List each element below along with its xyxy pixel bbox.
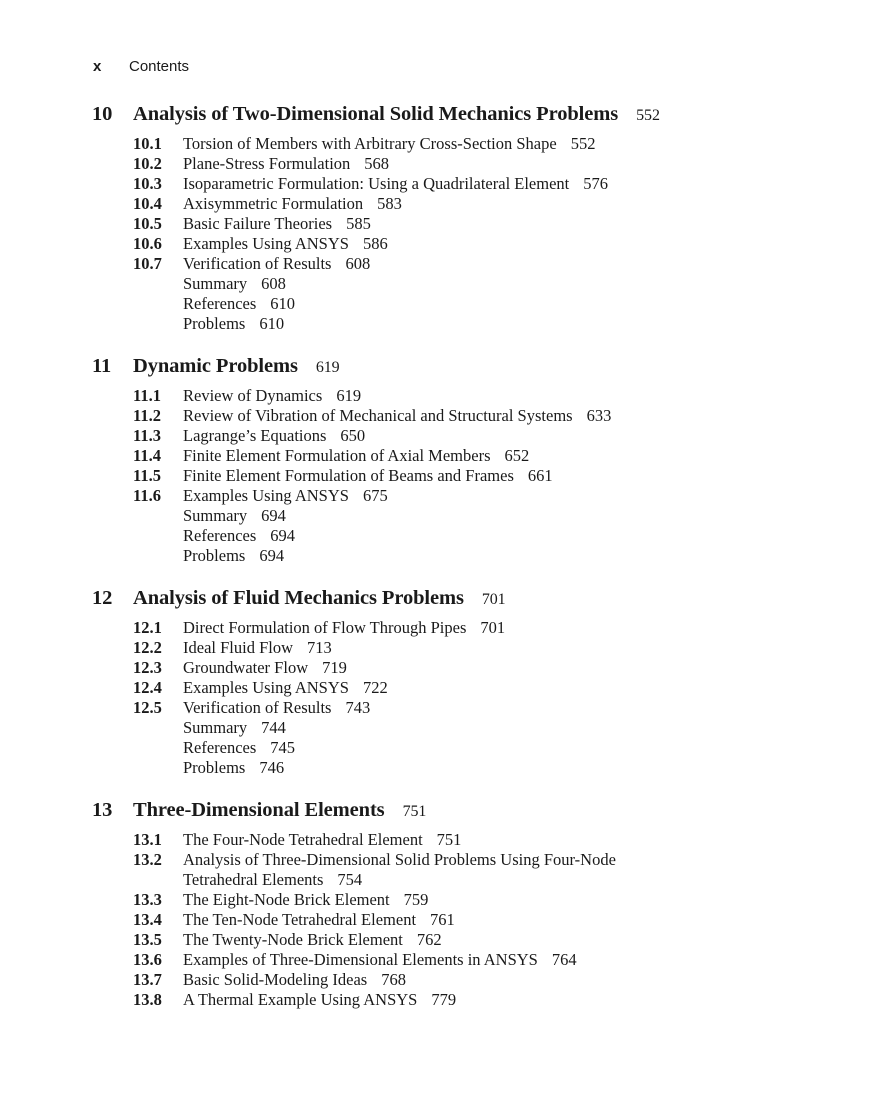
chapter-heading[interactable]	[92, 352, 852, 382]
entry-body	[183, 194, 852, 214]
toc-entry-12.1[interactable]	[92, 618, 852, 638]
entry-body	[183, 526, 852, 546]
entry-title: Plane-Stress Formulation	[183, 154, 351, 173]
entry-page: 745	[270, 738, 296, 757]
entry-number	[133, 738, 183, 758]
entry-title: Basic Solid-Modeling Ideas	[183, 970, 368, 989]
entry-body	[183, 154, 852, 174]
entry-body	[183, 386, 852, 406]
toc-entry[interactable]	[92, 758, 852, 778]
entry-number: 12.3	[133, 658, 162, 677]
entry-title: Examples Using ANSYS	[183, 234, 349, 253]
entry-number: 11.2	[133, 406, 161, 425]
entry-page: 586	[362, 234, 388, 253]
entry-number: 11.1	[133, 386, 161, 405]
toc-entry-11.5[interactable]	[92, 466, 852, 486]
toc-entry-10.5[interactable]	[92, 214, 852, 234]
entry-title: Review of Dynamics	[183, 386, 323, 405]
entry-number: 10.1	[133, 134, 162, 153]
entry-title: Analysis of Three-Dimensional Solid Problems Using Four-Node	[183, 850, 616, 869]
entry-body	[183, 638, 852, 658]
chapter-page: 701	[481, 591, 506, 608]
entry-body	[183, 214, 852, 234]
entry-page: 610	[259, 314, 285, 333]
toc-entry-11.1[interactable]	[92, 386, 852, 406]
chapter-number: 13	[92, 799, 113, 821]
toc-entry-12.4[interactable]	[92, 678, 852, 698]
entry-title: Problems	[183, 758, 246, 777]
entry-body	[183, 718, 852, 738]
entry-page: 608	[345, 254, 371, 273]
toc-entry-11.2[interactable]	[92, 406, 852, 426]
entry-body	[183, 698, 852, 718]
chapter-heading[interactable]	[92, 796, 852, 826]
entry-title: Summary	[183, 718, 248, 737]
toc-entry[interactable]	[92, 294, 852, 314]
chapter-11	[92, 352, 852, 566]
entry-body	[183, 950, 852, 970]
entry-number: 13.6	[133, 950, 162, 969]
toc-entry-10.3[interactable]	[92, 174, 852, 194]
toc-entry-10.7[interactable]	[92, 254, 852, 274]
entry-number: 13.7	[133, 970, 162, 989]
chapter-heading[interactable]	[92, 584, 852, 614]
toc-entry-13.7[interactable]	[92, 970, 852, 990]
entry-number: 10.2	[133, 154, 162, 173]
toc-entry[interactable]	[92, 506, 852, 526]
entry-title: Isoparametric Formulation: Using a Quadrilateral Element	[183, 174, 570, 193]
entry-page: 779	[431, 990, 457, 1009]
chapter-number: 10	[92, 103, 113, 125]
chapter-13	[92, 796, 852, 1010]
toc-entry[interactable]	[92, 314, 852, 334]
entry-title: Problems	[183, 314, 246, 333]
toc-entry-13.1[interactable]	[92, 830, 852, 850]
entry-title: The Twenty-Node Brick Element	[183, 930, 403, 949]
entry-page: 744	[261, 718, 286, 737]
entry-page: 761	[430, 910, 455, 929]
entry-title: Examples Using ANSYS	[183, 678, 349, 697]
entry-body	[183, 970, 852, 990]
entry-title-continued: Tetrahedral Elements	[183, 870, 324, 889]
entry-page: 568	[364, 154, 390, 173]
entry-number	[133, 758, 183, 778]
entry-page: 650	[340, 426, 366, 445]
toc-entry[interactable]	[92, 274, 852, 294]
entry-title: Summary	[183, 506, 248, 525]
entry-number: 11.4	[133, 446, 161, 465]
entry-page: 746	[259, 758, 285, 777]
entry-body	[183, 274, 852, 294]
entry-number: 11.6	[133, 486, 161, 505]
entry-number: 10.3	[133, 174, 162, 193]
toc-entry-13.6[interactable]	[92, 950, 852, 970]
toc-entry-10.6[interactable]	[92, 234, 852, 254]
entry-title: Axisymmetric Formulation	[183, 194, 364, 213]
entry-title: References	[183, 294, 257, 313]
entry-page: 552	[570, 134, 596, 153]
entry-body	[183, 758, 852, 778]
entry-page: 743	[345, 698, 371, 717]
entry-page: 759	[403, 890, 429, 909]
entry-title: Finite Element Formulation of Axial Members	[183, 446, 491, 465]
entry-page: 713	[307, 638, 332, 657]
entry-title: Basic Failure Theories	[183, 214, 333, 233]
toc-entry-11.3[interactable]	[92, 426, 852, 446]
toc-entry-12.3[interactable]	[92, 658, 852, 678]
entry-body	[183, 466, 852, 486]
entry-body	[183, 234, 852, 254]
entry-number: 13.4	[133, 910, 162, 929]
chapter-title: Analysis of Two-Dimensional Solid Mechanics Problems	[133, 103, 619, 125]
entry-page: 701	[480, 618, 506, 637]
entry-page: 719	[322, 658, 347, 677]
entry-page: 751	[436, 830, 462, 849]
chapter-page: 751	[402, 803, 427, 820]
entry-body	[183, 174, 852, 194]
entry-page: 576	[583, 174, 609, 193]
entry-title: The Eight-Node Brick Element	[183, 890, 390, 909]
toc-entry-11.4[interactable]	[92, 446, 852, 466]
chapter-number: 12	[92, 587, 113, 609]
entry-number: 12.5	[133, 698, 162, 717]
entry-number	[133, 274, 183, 294]
entry-title: Examples of Three-Dimensional Elements in ANSYS	[183, 950, 538, 969]
entry-title: Torsion of Members with Arbitrary Cross-Section Shape	[183, 134, 557, 153]
entry-body	[183, 910, 852, 930]
toc-entry-12.5[interactable]	[92, 698, 852, 718]
chapter-title: Analysis of Fluid Mechanics Problems	[133, 587, 464, 609]
entry-number	[133, 546, 183, 566]
entry-body	[183, 546, 852, 566]
entry-title: Review of Vibration of Mechanical and Structural Systems	[183, 406, 573, 425]
toc-entry-13.8[interactable]	[92, 990, 852, 1010]
entry-body	[183, 890, 852, 910]
running-head-title: Contents	[129, 58, 190, 75]
entry-number: 12.4	[133, 678, 162, 697]
entry-body	[183, 830, 852, 850]
entry-number	[133, 314, 183, 334]
entry-body	[183, 506, 852, 526]
entry-number: 10.6	[133, 234, 162, 253]
entry-body	[183, 486, 852, 506]
entry-number	[133, 718, 183, 738]
chapter-number: 11	[92, 355, 112, 377]
toc-entry-13.2[interactable]	[92, 850, 852, 890]
entry-number: 10.4	[133, 194, 162, 213]
chapter-page: 619	[315, 359, 340, 376]
entry-body	[183, 738, 852, 758]
entry-title: Groundwater Flow	[183, 658, 309, 677]
entry-number	[133, 506, 183, 526]
entry-title: Finite Element Formulation of Beams and Frames	[183, 466, 514, 485]
toc-entry-13.4[interactable]	[92, 910, 852, 930]
entry-title: Problems	[183, 546, 246, 565]
entry-body	[183, 990, 852, 1010]
entry-title: Examples Using ANSYS	[183, 486, 349, 505]
entry-number: 11.3	[133, 426, 161, 445]
entry-title: The Four-Node Tetrahedral Element	[183, 830, 423, 849]
chapter-title: Three-Dimensional Elements	[133, 799, 385, 821]
entry-title: Lagrange’s Equations	[183, 426, 327, 445]
entry-body	[183, 446, 852, 466]
entry-body	[183, 294, 852, 314]
entry-number: 13.5	[133, 930, 162, 949]
entry-page: 694	[259, 546, 285, 565]
entry-body	[183, 134, 852, 154]
chapter-page: 552	[636, 107, 660, 124]
entry-number: 10.7	[133, 254, 162, 273]
entry-body	[183, 254, 852, 274]
toc-entry[interactable]	[92, 526, 852, 546]
entry-page: 768	[381, 970, 406, 989]
entry-body	[183, 658, 852, 678]
toc-entry-13.5[interactable]	[92, 930, 852, 950]
entry-title: Verification of Results	[183, 254, 332, 273]
toc-entry-10.1[interactable]	[92, 134, 852, 154]
entry-body	[183, 930, 852, 950]
entry-number: 13.1	[133, 830, 162, 849]
toc-entry-12.2[interactable]	[92, 638, 852, 658]
entry-page: 764	[551, 950, 577, 969]
toc-entry-13.3[interactable]	[92, 890, 852, 910]
entry-number: 11.5	[133, 466, 161, 485]
entry-page: 722	[362, 678, 388, 697]
entry-page: 610	[270, 294, 296, 313]
entry-title: A Thermal Example Using ANSYS	[183, 990, 418, 1009]
entry-number	[133, 294, 183, 314]
entry-title: Summary	[183, 274, 248, 293]
entry-page: 583	[377, 194, 402, 213]
entry-title: References	[183, 738, 257, 757]
toc-entry-11.6[interactable]	[92, 486, 852, 506]
chapter-title: Dynamic Problems	[133, 355, 298, 377]
toc-entry[interactable]	[92, 546, 852, 566]
entry-title: Verification of Results	[183, 698, 332, 717]
entry-page: 754	[337, 870, 363, 889]
entry-page: 585	[346, 214, 371, 233]
entry-title: Direct Formulation of Flow Through Pipes	[183, 618, 467, 637]
chapter-10	[92, 100, 852, 334]
entry-page: 694	[270, 526, 296, 545]
entry-number: 13.3	[133, 890, 162, 909]
entry-page: 633	[586, 406, 612, 425]
entry-page: 675	[362, 486, 388, 505]
entry-body	[183, 314, 852, 334]
entry-number: 13.8	[133, 990, 162, 1009]
toc-entry[interactable]	[92, 718, 852, 738]
toc-entry-10.2[interactable]	[92, 154, 852, 174]
entry-page: 652	[504, 446, 530, 465]
entry-title: The Ten-Node Tetrahedral Element	[183, 910, 417, 929]
entry-title: Ideal Fluid Flow	[183, 638, 293, 657]
chapter-12	[92, 584, 852, 778]
entry-page: 694	[261, 506, 286, 525]
entry-page: 661	[527, 466, 553, 485]
running-head	[93, 58, 189, 75]
entry-body	[183, 406, 852, 426]
entry-title: References	[183, 526, 257, 545]
entry-body	[183, 678, 852, 698]
entry-number: 12.1	[133, 618, 162, 637]
entry-page: 608	[261, 274, 286, 293]
toc-entry[interactable]	[92, 738, 852, 758]
entry-page: 619	[336, 386, 362, 405]
entry-body	[183, 850, 852, 890]
entry-number	[133, 526, 183, 546]
entry-page: 762	[416, 930, 442, 949]
entry-number: 13.2	[133, 850, 162, 869]
entry-number: 12.2	[133, 638, 162, 657]
entry-number: 10.5	[133, 214, 162, 233]
entry-body	[183, 618, 852, 638]
chapter-heading[interactable]	[92, 100, 852, 130]
table-of-contents	[92, 100, 852, 1028]
page-folio: x	[93, 58, 102, 75]
entry-body	[183, 426, 852, 446]
toc-entry-10.4[interactable]	[92, 194, 852, 214]
